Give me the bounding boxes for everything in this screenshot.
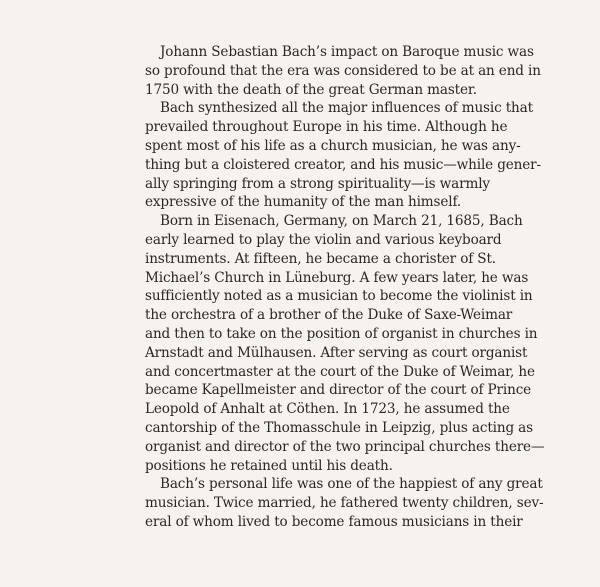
paragraph-4: [145, 475, 544, 531]
text-line: the orchestra of a brother of the Duke of Saxe-Weimar: [145, 307, 513, 324]
text-line: positions he retained until his death.: [145, 457, 393, 474]
text-line: Bach synthesized all the major influences of music that: [160, 100, 533, 117]
text-line: and then to take on the position of organist in churches in: [145, 325, 538, 342]
text-line: 1750 with the death of the great German master.: [145, 81, 477, 98]
text-line: became Kapellmeister and director of the court of Prince: [145, 382, 532, 399]
text-line: Michael’s Church in Lüneburg. A few years later, he was: [145, 269, 529, 286]
text-line: spent most of his life as a church musician, he was any-: [145, 137, 521, 154]
paragraph-1: [145, 43, 541, 99]
text-line: cantorship of the Thomasschule in Leipzig, plus acting as: [145, 419, 533, 436]
text-line: instruments. At fifteen, he became a chorister of St.: [145, 250, 496, 267]
body-text: [145, 43, 545, 532]
text-line: and concertmaster at the court of the Duke of Weimar, he: [145, 363, 535, 380]
paragraph-2: [145, 99, 541, 212]
text-line: ally springing from a strong spirituality—is warmly: [145, 175, 490, 192]
text-line: Bach’s personal life was one of the happiest of any great: [160, 476, 543, 493]
text-line: Born in Eisenach, Germany, on March 21, 1685, Bach: [160, 213, 523, 230]
text-line: prevailed throughout Europe in his time. Although he: [145, 119, 508, 136]
text-line: Johann Sebastian Bach’s impact on Baroque music was: [160, 44, 534, 60]
text-line: Leopold of Anhalt at Cöthen. In 1723, he assumed the: [145, 401, 510, 418]
text-line: expressive of the humanity of the man himself.: [145, 194, 462, 211]
text-line: thing but a cloistered creator, and his music—while gener-: [145, 156, 541, 173]
text-line: early learned to play the violin and various keyboard: [145, 231, 502, 248]
text-line: sufficiently noted as a musician to become the violinist in: [145, 288, 533, 305]
text-line: so profound that the era was considered to be at an end in: [145, 62, 541, 79]
text-line: Arnstadt and Mülhausen. After serving as court organist: [145, 344, 528, 361]
text-line: organist and director of the two principal churches there—: [145, 438, 545, 455]
text-line: musician. Twice married, he fathered twenty children, sev-: [145, 495, 544, 512]
paragraph-3: [145, 212, 545, 475]
text-line: eral of whom lived to become famous musicians in their: [145, 513, 523, 530]
